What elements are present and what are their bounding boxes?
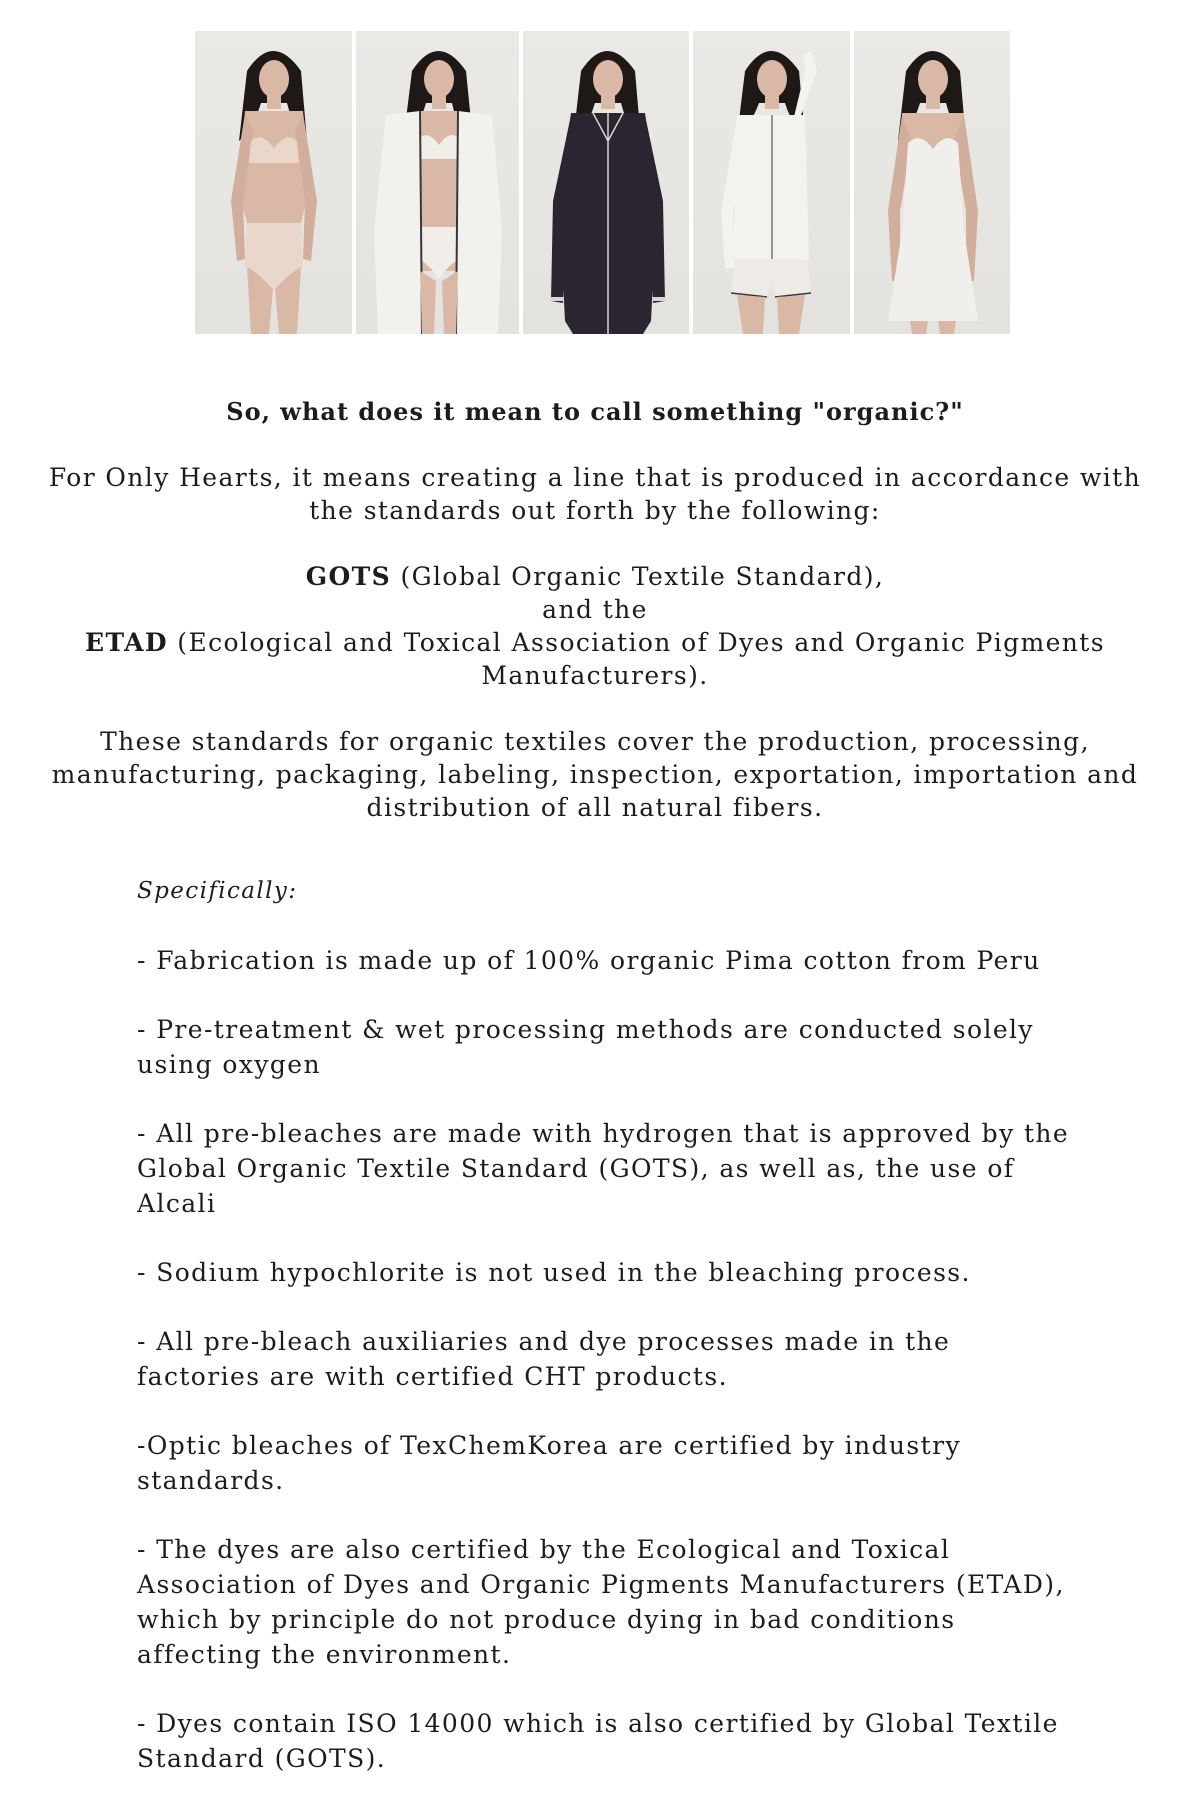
list-item: - Pre-treatment & wet processing methods are conducted solely using oxygen xyxy=(137,1015,1034,1079)
gots-line xyxy=(40,560,1150,593)
gots-abbr: GOTS xyxy=(305,562,392,591)
list-item: - All pre-bleaches are made with hydrogen that is approved by the Global Organic Textile Standard (GOTS), as well as, the use of Alcali xyxy=(137,1119,1070,1218)
photo-robe-set[interactable] xyxy=(356,31,519,334)
standards-paragraph xyxy=(40,560,1150,692)
scope-text: These standards for organic textiles cover the production, processing, manufacturing, packaging, labeling, inspection, exportation, importation and distribution of all natural fibers. xyxy=(51,727,1139,822)
etad-abbr: ETAD xyxy=(84,628,168,657)
intro-paragraph xyxy=(40,461,1150,527)
etad-line xyxy=(40,626,1150,692)
list-item: - The dyes are also certified by the Ecological and Toxical Association of Dyes and Organic Pigments Manufacturers (ETAD), which by principle do not produce dying in bad conditions affecting the environment. xyxy=(137,1535,1065,1669)
list-item: - Fabrication is made up of 100% organic Pima cotton from Peru xyxy=(137,946,1041,975)
photo-slip-dress[interactable] xyxy=(854,31,1010,334)
etad-full-name: (Ecological and Toxical Association of Dyes and Organic Pigments Manufacturers). xyxy=(167,628,1105,690)
product-photo-strip xyxy=(195,31,1010,334)
photo-dark-nightshirt[interactable] xyxy=(523,31,689,334)
list-item: - Sodium hypochlorite is not used in the bleaching process. xyxy=(137,1258,971,1287)
specifications-list xyxy=(137,943,1077,1810)
list-item: - Dyes contain ISO 14000 which is also certified by Global Textile Standard (GOTS). xyxy=(137,1709,1059,1773)
photo-pajama-shorts[interactable] xyxy=(693,31,850,334)
specifically-label: Specifically: xyxy=(137,878,298,904)
photo-lace-set[interactable] xyxy=(195,31,352,334)
heading-text: So, what does it mean to call something "organic?" xyxy=(226,397,964,426)
intro-text: For Only Hearts, it means creating a line that is produced in accordance with the standards out forth by the following: xyxy=(48,463,1142,525)
scope-paragraph xyxy=(40,725,1150,824)
connector-text: and the xyxy=(542,595,648,624)
list-item: - All pre-bleach auxiliaries and dye processes made in the factories are with certified CHT products. xyxy=(137,1327,951,1391)
section-heading xyxy=(40,395,1150,428)
list-item: -Optic bleaches of TexChemKorea are certified by industry standards. xyxy=(137,1431,961,1495)
gots-full-name: (Global Organic Textile Standard), xyxy=(391,562,885,591)
